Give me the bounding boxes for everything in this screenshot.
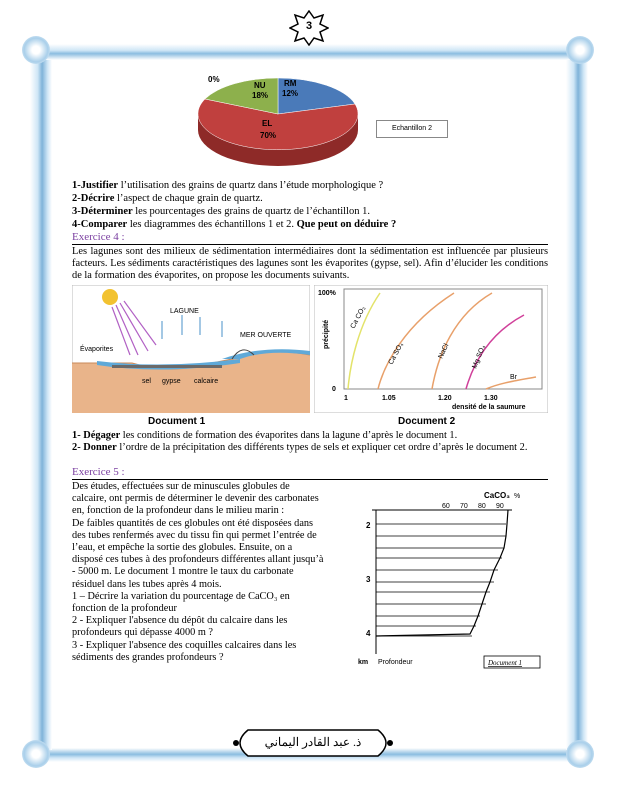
pie-label-el: EL [262,119,273,128]
text-line: fonction de la profondeur [72,603,177,615]
pie-label-el-pct: 70% [260,131,277,140]
doc2-xlabel: densité de la saumure [452,404,526,411]
ex5-depth-tick: 3 [366,575,371,584]
text-line: sédiments des grandes profondeurs ? [72,651,224,663]
text-line: 1 – Décrire la variation du pourcentage de CaCO₃ en [72,590,290,602]
exercise-4-title: Exercice 4 : [72,231,548,245]
pie-label-nu-pct: 18% [252,91,269,100]
doc2-xtick: 1.05 [382,395,396,402]
exercise-5-title: Exercice 5 : [72,466,548,480]
doc2-xtick: 1.20 [438,395,452,402]
curve-label-br: Br [510,374,517,381]
frame-corner-ornament [566,36,594,64]
text-line: profondeurs qui dépasse 4000 m ? [72,627,213,639]
ex5-top-label: CaCO₃ [484,491,510,500]
pie-chart [192,74,364,174]
page-frame-left [30,60,52,750]
doc2-ytick-100: 100% [318,290,336,297]
doc1-caption: Document 1 [148,416,206,427]
ex5-top-tick: 80 [478,503,486,510]
sun-icon [102,289,118,305]
question-ex4-2: 2- Donner l’ordre de la précipitation des différents types de sels et expliquer cet ordre d’après le document 2. [72,442,528,453]
question-ex3-1: 1-Justifier l’utilisation des grains de quartz dans l’étude morphologique ? [72,180,384,191]
lagoon-diagram [72,285,310,413]
text-line: De faibles quantités de ces globules ont été disposées dans [72,517,314,529]
text-line: des tubes renfermés avec du tissu fin qui permet l’entrée de [72,529,317,541]
exercise-5-text [72,481,344,664]
question-ex3-2: 2-Décrire l’aspect de chaque grain de quartz. [72,193,263,204]
question-ex3-4: 4-Comparer les diagrammes des échantillons 1 et 2. Que peut on déduire ? [72,219,397,230]
pie-label-nu: NU [254,81,266,90]
frame-corner-ornament [566,740,594,768]
pie-label-rm: RM [284,79,297,88]
doc1-label-evaporites: Évaporites [80,346,114,353]
exercise-4-intro: Les lagunes sont des milieux de sédimentation intermédiaires dont la sédimentation est influencée par plusieurs facteurs. Les sédiments caractéristiques des lagunes sont les évaporites (gypse, sel). Afin d’élucider les conditions de la formation des évaporites, on propose les documents suivants. [72,246,548,281]
signature-banner [228,726,398,760]
page-frame-top [35,44,583,60]
pie-label-rm-pct: 12% [282,89,299,98]
doc2-ytick-0: 0 [332,386,336,393]
ex5-km: km [358,659,369,666]
doc2-xtick: 1.30 [484,395,498,402]
page-number-badge [289,10,329,46]
ex5-depth-label: Profondeur [378,659,413,666]
doc2-caption: Document 2 [398,416,456,427]
ex5-caption: Document 1 [488,659,523,667]
text-line: en, fonction de la profondeur dans le milieu marin : [72,505,285,517]
ex5-top-tick: 90 [496,503,504,510]
text-line: résiduel dans les tubes après 4 mois. [72,578,222,590]
doc2-ylabel: précipité [323,319,330,349]
question-ex3-3: 3-Déterminer les pourcentages des grains de quartz de l’échantillon 1. [72,206,370,217]
curve-label-caso4: Ca SO₄ [387,341,405,366]
text-line: disposé ces tubes à des profondeurs différentes allant jusqu’à [72,554,324,566]
ex5-unit: % [514,493,521,500]
ex5-top-tick: 60 [442,503,450,510]
curve-label-caco3: Ca CO₃ [349,305,368,330]
text-line: Des études, effectuées sur de minuscules globules de [72,481,290,492]
doc1-label-gypse: gypse [162,378,181,385]
text-line: - 5000 m. Le document 1 montre le taux du carbonate [72,566,294,578]
carbonate-depth-chart [352,486,550,672]
text-line: calcaire, ont permis de déterminer le devenir des carbonates [72,493,319,505]
ex5-depth-tick: 2 [366,521,371,530]
page-frame-right [566,60,588,750]
precipitation-chart [314,285,548,413]
doc1-label-lagune: LAGUNE [170,308,199,315]
signature-text: ذ. عبد القادر اليماني [264,735,362,749]
doc1-label-calcaire: calcaire [194,378,219,385]
frame-corner-ornament [22,36,50,64]
curve-label-mgso4: Mg SO₄ [471,344,488,370]
pie-label-zero: 0% [208,75,220,84]
frame-corner-ornament [22,740,50,768]
curve-label-nacl: NaCl [437,342,451,360]
text-line: 3 - Expliquer l'absence des coquilles calcaires dans les [72,639,297,651]
text-line: l’eau, et empêche la sortie des globules. Ensuite, on a [72,542,293,554]
question-ex4-1: 1- Dégager les conditions de formation des évaporites dans la lagune d’après le document 1. [72,430,458,441]
chart-legend-box: Echantillon 2 [376,120,448,138]
page-number: 3 [305,20,313,32]
doc2-xtick: 1 [344,395,348,402]
doc1-label-sel: sel [142,378,151,385]
ex5-top-tick: 70 [460,503,468,510]
ex5-depth-tick: 4 [366,629,371,638]
doc1-label-mer: MER OUVERTE [240,332,292,339]
text-line: 2 - Expliquer l'absence du dépôt du calcaire dans les [72,615,288,627]
